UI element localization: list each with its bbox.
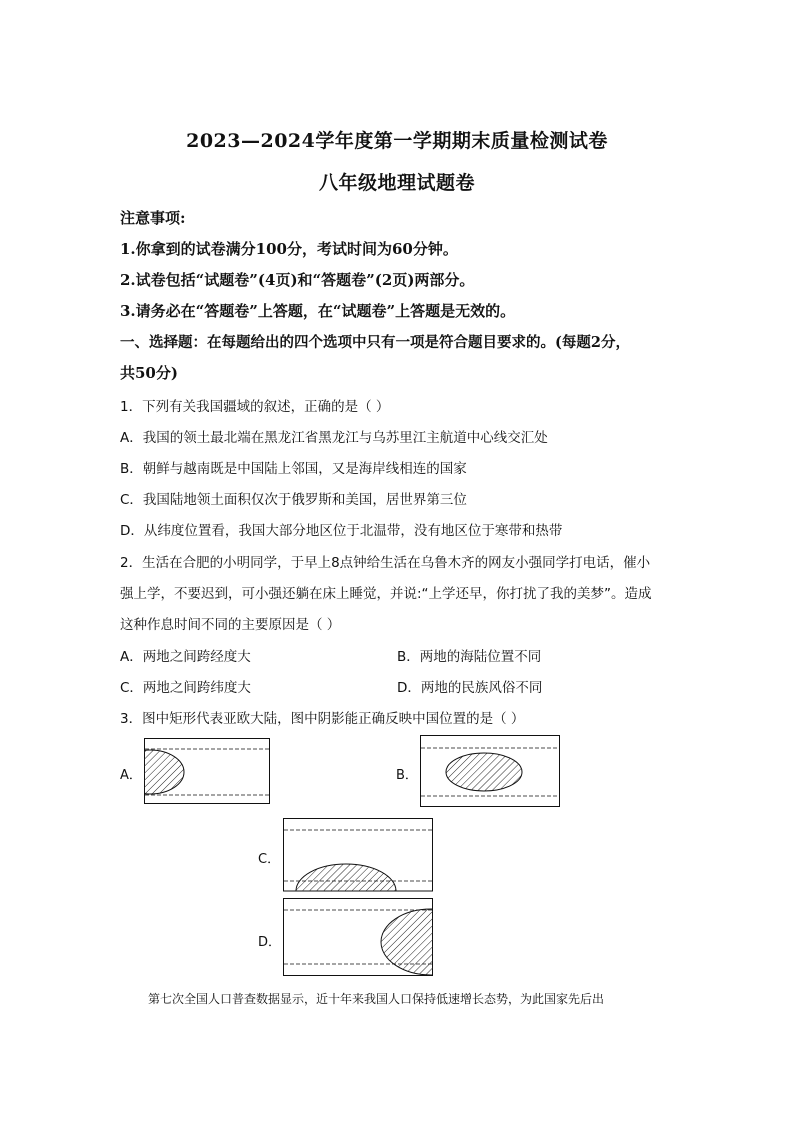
q3-diagram-c: [283, 818, 433, 892]
q1-option-b: B．朝鲜与越南既是中国陆上邻国，又是海岸线相连的国家: [120, 461, 467, 477]
notice-item-2: 2.试卷包括“试题卷”(4页)和“答题卷”(2页)两部分。: [120, 271, 475, 289]
section-heading: 一、选择题：在每题给出的四个选项中只有一项是符合题目要求的。(每题2分，: [120, 334, 630, 351]
q1-option-c: C．我国陆地领土面积仅次于俄罗斯和美国，居世界第三位: [120, 492, 467, 508]
q1-option-d: D．从纬度位置看，我国大部分地区位于北温带，没有地区位于寒带和热带: [120, 523, 563, 539]
q3-label-d: D．: [258, 935, 282, 950]
q3-label-b: B．: [396, 768, 418, 783]
q3-diagram-b: [420, 735, 560, 807]
notice-item-3: 3.请务必在“答题卷”上答题，在“试题卷”上答题是无效的。: [120, 302, 516, 320]
q3-diagram-d: [283, 898, 433, 976]
q1-option-a: A．我国的领土最北端在黑龙江省黑龙江与乌苏里江主航道中心线交汇处: [120, 430, 548, 446]
next-question-intro: 第七次全国人口普查数据显示，近十年来我国人口保持低速增长态势，为此国家先后出: [148, 992, 605, 1006]
notice-item-1: 1.你拿到的试卷满分100分，考试时间为60分钟。: [120, 240, 458, 258]
exam-subtitle: 八年级地理试题卷: [318, 172, 475, 194]
section-heading-cont: 共50分): [120, 364, 178, 382]
q2-stem-line3: 这种作息时间不同的主要原因是（ ）: [120, 617, 341, 633]
q3-label-c: C．: [258, 852, 281, 867]
q3-stem: 3．图中矩形代表亚欧大陆，图中阴影能正确反映中国位置的是（ ）: [120, 711, 525, 727]
exam-title: 2023—2024学年度第一学期期末质量检测试卷: [186, 130, 608, 152]
q1-stem: 1．下列有关我国疆域的叙述，正确的是（ ）: [120, 399, 390, 415]
q2-stem-line1: 2．生活在合肥的小明同学，于早上8点钟给生活在乌鲁木齐的网友小强同学打电话，催小: [120, 555, 651, 571]
q2-option-d: D．两地的民族风俗不同: [397, 680, 543, 696]
notice-heading: 注意事项:: [120, 209, 186, 227]
q2-option-b: B．两地的海陆位置不同: [397, 649, 542, 665]
q2-stem-line2: 强上学，不要迟到，可小强还躺在床上睡觉，并说:“上学还早，你打扰了我的美梦”。造成: [120, 586, 652, 602]
q2-option-a: A．两地之间跨经度大: [120, 649, 251, 665]
q3-label-a: A．: [120, 768, 142, 783]
q2-option-c: C．两地之间跨纬度大: [120, 680, 251, 696]
q3-diagram-a: [144, 738, 270, 804]
